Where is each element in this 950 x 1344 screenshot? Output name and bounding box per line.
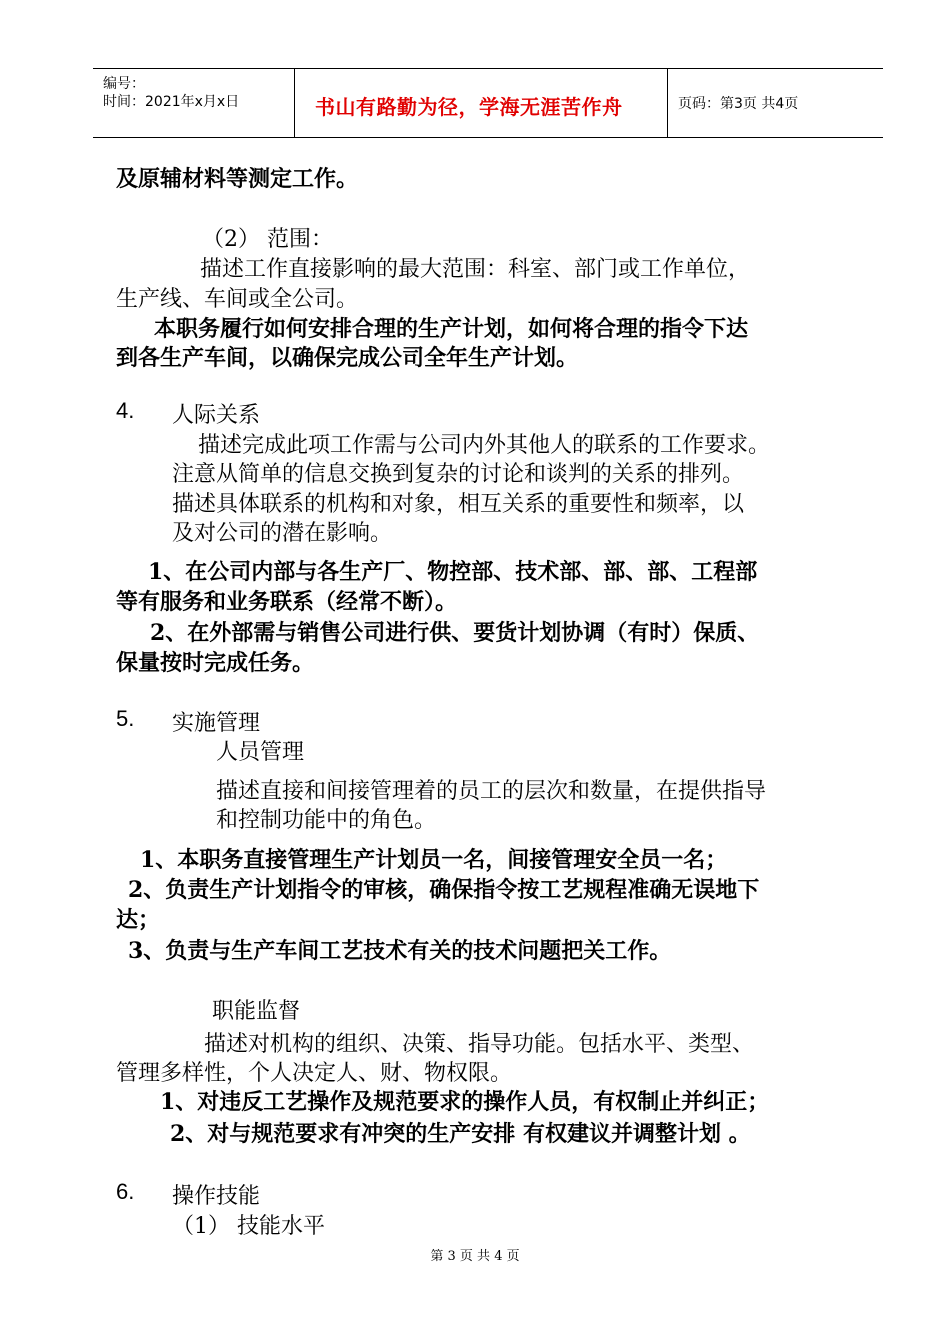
body-line: 描述具体联系的机构和对象，相互关系的重要性和频率，以: [172, 492, 745, 517]
body-line: 2、对与规范要求有冲突的生产安排 有权建议并调整计划 。: [170, 1121, 751, 1147]
body-line: 描述工作直接影响的最大范围：科室、部门或工作单位，: [200, 257, 751, 282]
body-line: 1、在公司内部与各生产厂、物控部、技术部、部、部、工程部: [148, 559, 758, 585]
body-line: 生产线、车间或全公司。: [116, 287, 359, 312]
body-line: 描述对机构的组织、决策、指导功能。包括水平、类型、: [204, 1032, 755, 1057]
body-line: 等有服务和业务联系（经常不断）。: [116, 589, 458, 615]
subsection-heading: 职能监督: [212, 999, 301, 1024]
page-footer: 第 3 页 共 4 页: [430, 1249, 520, 1264]
body-line: 本职务履行如何安排合理的生产计划，如何将合理的指令下达: [154, 316, 749, 342]
header-divider: [294, 69, 295, 137]
body-line: 注意从简单的信息交换到复杂的讨论和谈判的关系的排列。: [172, 462, 745, 487]
section-title: 人际关系: [172, 403, 261, 428]
header-motto: 书山有路勤为径，学海无涯苦作舟: [315, 95, 623, 119]
body-line: 及原辅材料等测定工作。: [116, 166, 359, 192]
subsection-heading: （2） 范围：: [202, 227, 333, 252]
body-line: 描述直接和间接管理着的员工的层次和数量，在提供指导: [216, 779, 767, 804]
body-line: 描述完成此项工作需与公司内外其他人的联系的工作要求。: [198, 433, 771, 458]
time-label: 时间：2021年x月x日: [103, 94, 240, 110]
section-title: 实施管理: [172, 711, 261, 736]
body-line: 及对公司的潜在影响。: [172, 521, 393, 546]
body-line: 1、本职务直接管理生产计划员一名，间接管理安全员一名；: [140, 847, 728, 873]
body-line: 保量按时完成任务。: [116, 650, 315, 676]
body-line: 1、对违反工艺操作及规范要求的操作人员，有权制止并纠正；: [160, 1089, 770, 1115]
section-number: 6.: [116, 1179, 135, 1204]
body-line: 2、负责生产计划指令的审核，确保指令按工艺规程准确无误地下: [128, 877, 760, 903]
body-line: 到各生产车间，以确保完成公司全年生产计划。: [116, 345, 579, 371]
subsection-heading: 人员管理: [216, 740, 305, 765]
body-line: 2、在外部需与销售公司进行供、要货计划协调（有时）保质、: [150, 620, 760, 646]
body-line: 和控制功能中的角色。: [216, 808, 437, 833]
page-label: 页码：第3页 共4页: [678, 96, 799, 112]
serial-label: 编号：: [103, 76, 145, 92]
subsection-heading: （1） 技能水平: [172, 1214, 325, 1239]
body-line: 管理多样性，个人决定人、财、物权限。: [116, 1061, 513, 1086]
section-number: 5.: [116, 706, 135, 731]
body-line: 达；: [116, 907, 161, 933]
body-line: 3、负责与生产车间工艺技术有关的技术问题把关工作。: [128, 938, 672, 964]
page-header: [93, 68, 883, 138]
section-number: 4.: [116, 398, 135, 423]
header-divider: [667, 69, 668, 137]
section-title: 操作技能: [172, 1184, 261, 1209]
